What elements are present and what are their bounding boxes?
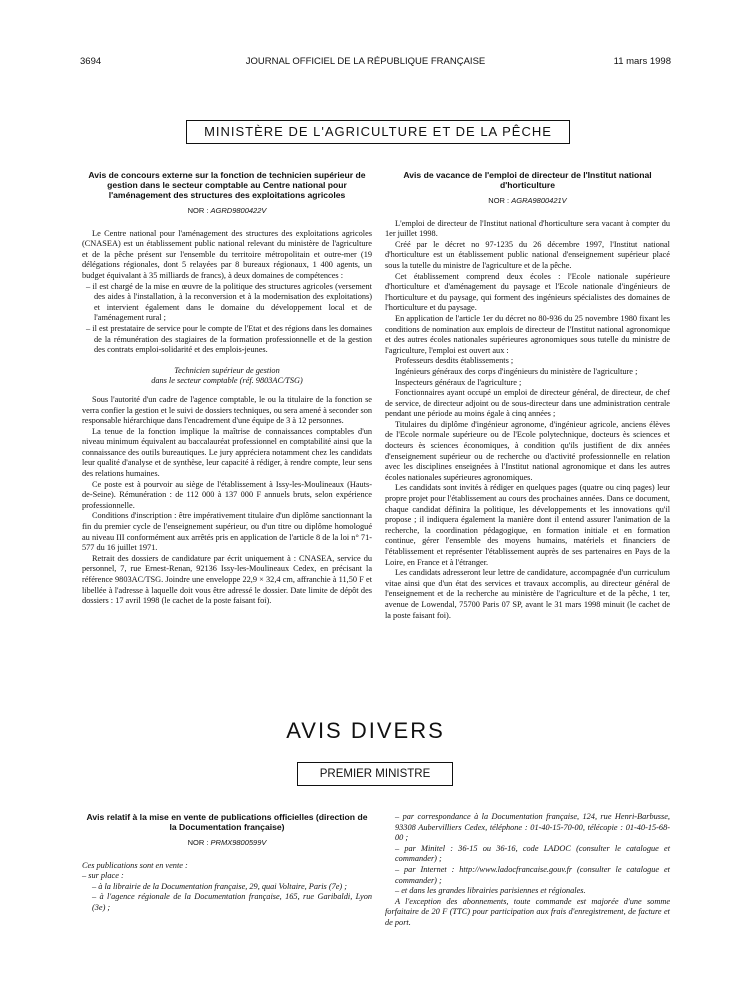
paragraph: La tenue de la fonction implique la maîtrise de connaissances comptables d'un niveau minimum équivalent au baccalauréat professionnel en comptabilité ainsi que la connaissance des outils bureautiques. Le jury appréciera notamment chez les candidats leur qualité d'analyse et de synthèse, leur capacité à rédiger, à rendre compte, leur sens des relations humaines.	[82, 426, 372, 479]
list-item: – à la librairie de la Documentation française, 29, quai Voltaire, Paris (7e) ;	[92, 881, 348, 891]
avis-divers-heading: AVIS DIVERS	[286, 718, 445, 743]
paragraph: Retrait des dossiers de candidature par écrit uniquement à : CNASEA, service du personnel, 7, rue Ernest-Renan, 92136 Issy-les-Moulineaux Cedex, en précisant la référence 9803AC/TSG. Joindre une enveloppe 22,9 × 32,4 cm, affranchie à 11,50 F et libellée à l'adresse à laquelle doit vous être adressé le dossier. Date limite de dépôt des dossiers : 17 avril 1998 (le cachet de la poste faisant foi).	[82, 553, 372, 606]
paragraph: Titulaires du diplôme d'ingénieur agronome, d'ingénieur agricole, anciens élèves de l'Ecole normale supérieure ou de l'Ecole polytechnique, docteurs ès sciences et docteurs ès sciences économiques, à condition qu'ils justifient de dix années d'enseignement supérieur ou de recherche ou d'activité professionnelle en relation avec les disciplines enseignées à l'Institut national agronomique et dans les autres écoles nationales supérieures agronomiques.	[385, 419, 670, 482]
concours-title: Avis de concours externe sur la fonction de technicien supérieur de gestion dans le secteur comptable au Centre national pour l'aménagement des structures des exploitations agricoles	[88, 170, 366, 200]
paragraph: Fonctionnaires ayant occupé un emploi de directeur général, de directeur, de chef de service, de directeur adjoint ou de sous-directeur dans une administration centrale pendant une période au moins égale à cinq années ;	[385, 388, 670, 419]
nor-code: AGRA9800421V	[511, 196, 567, 205]
paragraph: L'emploi de directeur de l'Institut national d'horticulture sera vacant à compter du 1er juillet 1998.	[385, 218, 670, 239]
paragraph: Ingénieurs généraux des corps d'ingénieurs du ministère de l'agriculture ;	[395, 366, 638, 376]
paragraph: Sous l'autorité d'un cadre de l'agence comptable, le ou la titulaire de la fonction se verra confier la gestion et le suivi de dossiers techniques, ou sera amené à seconder son responsable hiérarchique dans l'encadrement d'une équipe de 3 à 12 personnes.	[82, 394, 372, 426]
paragraph: Professeurs desdits établissements ;	[395, 356, 514, 366]
subtitle: Technicien supérieur de gestion dans le secteur comptable (réf. 9803AC/TSG)	[151, 365, 303, 386]
bullet-item: – il est prestataire de service pour le compte de l'Etat et des régions dans les domaines de la rémunération des stagiaires de la formation professionnelle et de la gestion des contrats emploi-solidarité et des emplois-jeunes.	[94, 324, 372, 356]
paragraph: Conditions d'inscription : être impérativement titulaire d'un diplôme sanctionnant la fin du premier cycle de l'enseignement supérieur, ou d'un titre ou diplôme homologué au niveau III conformément aux arrêtés pris en application de l'article 8 de la loi n° 71-577 du 16 juillet 1971.	[82, 511, 372, 553]
paragraph: Créé par le décret no 97-1235 du 26 décembre 1997, l'Institut national d'horticulture est un établissement public national d'enseignement supérieur placé sous la tutelle du ministre de l'agriculture et de la pêche.	[385, 239, 670, 270]
ministry-heading: MINISTÈRE DE L'AGRICULTURE ET DE LA PÊCHE	[186, 120, 570, 144]
publications-title: Avis relatif à la mise en vente de publications officielles (direction de la Documentation française)	[86, 812, 368, 832]
bullet-list	[82, 282, 372, 356]
list-item: Ces publications sont en vente :	[82, 860, 188, 870]
premier-ministre-heading: PREMIER MINISTRE	[297, 762, 453, 786]
publications-right	[385, 812, 670, 929]
vacance-title: Avis de vacance de l'emploi de directeur de l'Institut national d'horticulture	[403, 170, 652, 190]
publications-left	[82, 812, 372, 914]
list-item: – par Minitel : 36-15 ou 36-16, code LADOC (consulter le catalogue et commander) ;	[395, 843, 670, 864]
list-item: – par Internet : http://www.ladocfrancaise.gouv.fr (consulter le catalogue et commander) ;	[395, 864, 670, 885]
journal-title: JOURNAL OFFICIEL DE LA RÉPUBLIQUE FRANÇAISE	[245, 56, 486, 67]
nor-line: NOR : AGRD9800422V	[187, 206, 267, 215]
paragraph: Les candidats adresseront leur lettre de candidature, accompagnée d'un curriculum vitae ainsi que d'un état des services et travaux accomplis, au directeur général de l'enseignement et de la recherche au ministère de l'agriculture et de la pêche, 1 ter, avenue de Lowendal, 75700 Paris 07 SP, avant le 31 mars 1998 minuit (le cachet de la poste faisant foi).	[385, 568, 670, 620]
list-item: – à l'agence régionale de la Documentation française, 165, rue Garibaldi, Lyon (3e) ;	[92, 892, 372, 912]
nor-line: NOR : PRMX9800599V	[187, 838, 267, 847]
list-item: – sur place :	[82, 871, 124, 881]
issue-date: 11 mars 1998	[613, 56, 671, 67]
page-number: 3694	[80, 56, 102, 67]
bullet-item: – il est chargé de la mise en œuvre de la politique des structures agricoles (versement des aides à l'installation, à la reconversion et à la modernisation des exploitations) et intervient également dans le domaine du développement local et de l'aménagement rural ;	[94, 282, 372, 324]
list-item: – par correspondance à la Documentation française, 124, rue Henri-Barbusse, 93308 Aubervilliers Cedex, téléphone : 01-40-15-70-00, télécopie : 01-40-15-68-00 ;	[395, 812, 670, 843]
left-column	[82, 170, 372, 607]
paragraph: Le Centre national pour l'aménagement des structures des exploitations agricoles (CNASEA) est un établissement public national relevant du ministère de l'agriculture et de la pêche présent sur l'ensemble du territoire métropolitain et outre-mer (19 délégations régionales, dont 5 relayées par 8 bureaux régionaux, 1 400 agents, un budget équivalant à 35 milliards de francs), à deux domaines de compétences :	[82, 228, 372, 280]
list-item: – et dans les grandes librairies parisiennes et régionales.	[395, 886, 586, 896]
right-column	[385, 170, 670, 621]
paragraph: Inspecteurs généraux de l'agriculture ;	[395, 377, 522, 387]
paragraph: A l'exception des abonnements, toute commande est majorée d'une somme forfaitaire de 20 F (TTC) pour participation aux frais d'enregistrement, de facture et de port.	[385, 896, 670, 927]
paragraph: Ce poste est à pourvoir au siège de l'établissement à Issy-les-Moulineaux (Hauts-de-Seine). Rémunération : de 112 000 à 137 000 F annuels bruts, selon expérience professionnelle.	[82, 479, 372, 510]
paragraph: Les candidats sont invités à rédiger en quelques pages (quatre ou cinq pages) leur propre projet pour l'établissement au cours des prochaines années. Dans ce document, chaque candidat définira la politique, les développements et les innovations qu'il propose ; il indiquera également la manière dont il entend assurer l'animation de la recherche, la coordination pédagogique, en formation initiale et en formation continue, gérer l'ensemble des moyens humains, matériels et financiers de l'établissement et représenter l'établissement auprès de ses partenaires en Pays de la Loire, en France et à l'étranger.	[385, 483, 670, 567]
nor-line: NOR : AGRA9800421V	[488, 196, 567, 205]
nor-code: PRMX9800599V	[210, 838, 267, 847]
paragraph: Cet établissement comprend deux écoles : l'Ecole nationale supérieure d'horticulture et d'aménagement du paysage et l'Ecole nationale d'ingénieurs de l'horticulture et du paysage, qui forment des ingénieurs spécialistes des domaines de l'horticulture et du paysage.	[385, 271, 670, 313]
nor-code: AGRD9800422V	[210, 206, 267, 215]
paragraph: En application de l'article 1er du décret no 80-936 du 25 novembre 1980 fixant les conditions de nomination aux emplois de directeur de l'Institut national agronomique et des autres écoles nationales supérieures agronomiques sous tutelle du ministre de l'agriculture, l'emploi est ouvert aux :	[385, 313, 670, 355]
